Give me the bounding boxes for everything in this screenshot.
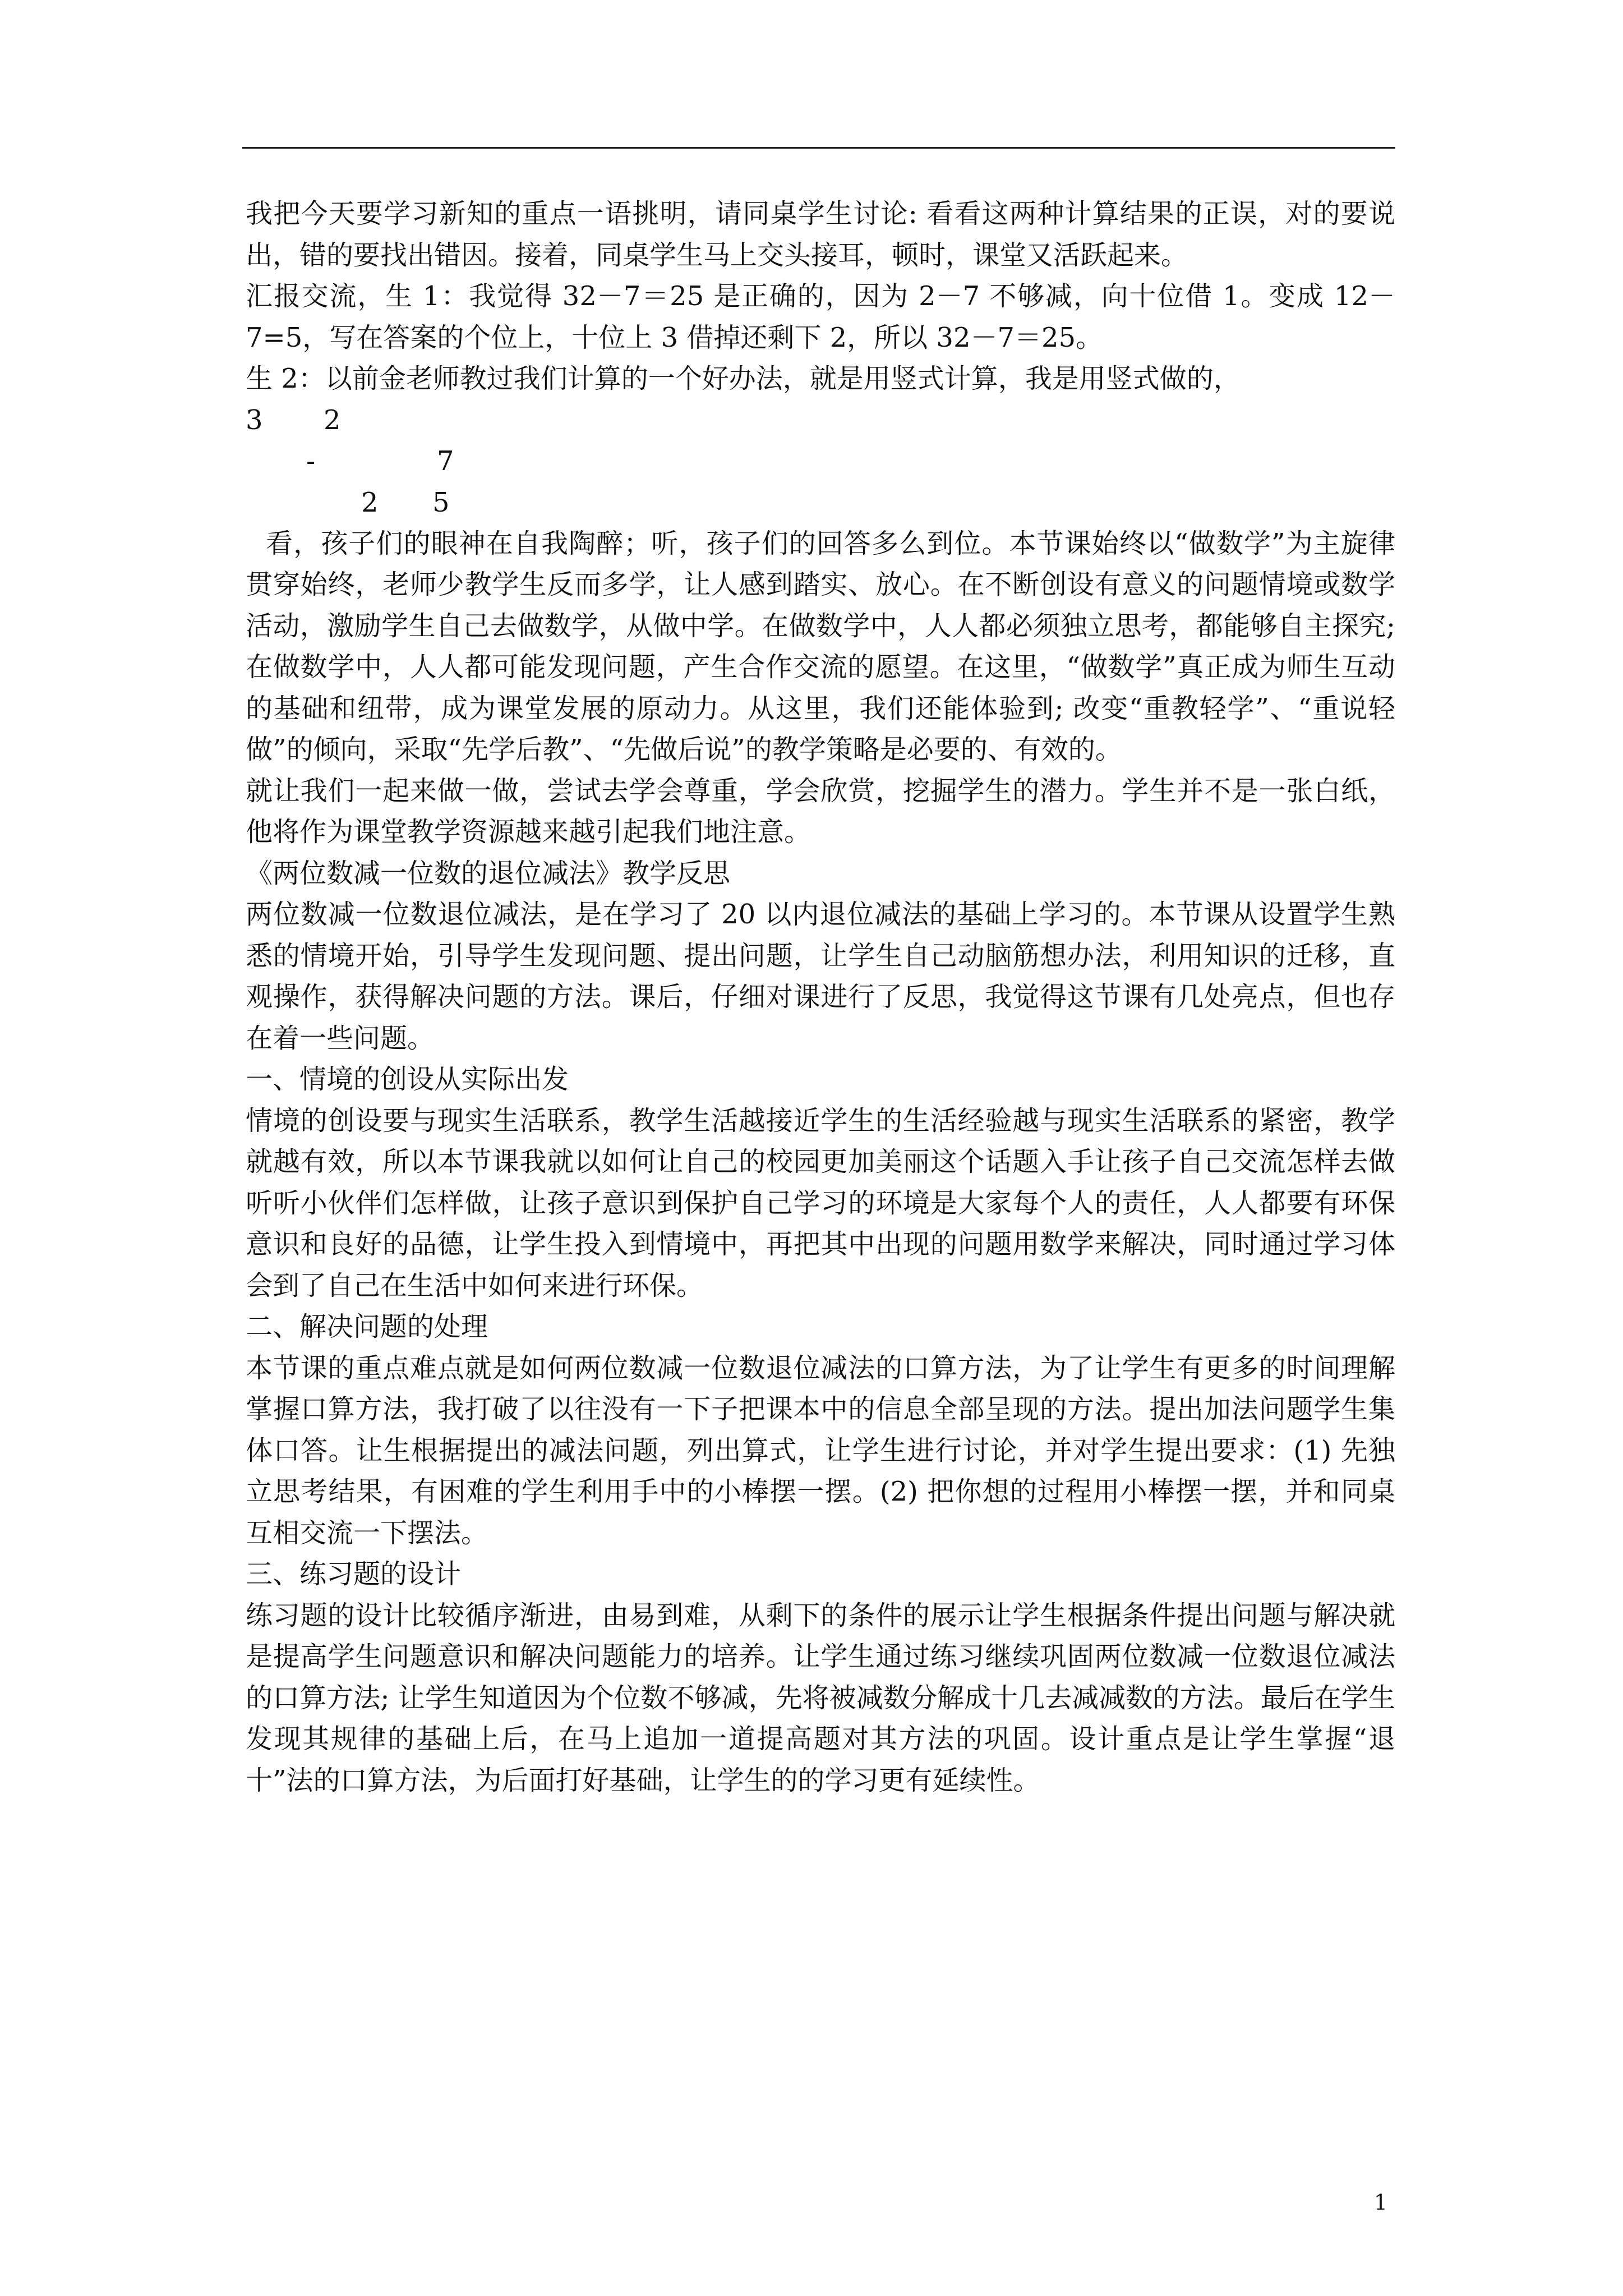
- calc-digit: 5: [432, 486, 450, 518]
- section-heading: 三、练习题的设计: [246, 1558, 462, 1590]
- paragraph: 生 2：以前金老师教过我们计算的一个好办法，就是用竖式计算，我是用竖式做的，: [246, 363, 1241, 394]
- paragraph: 练习题的设计比较循序渐进，由易到难，从剩下的条件的展示让学生根据条件提出问题与解决就是提高学生问题意识和解决问题能力的培养。让学生通过练习继续巩固两位数减一位数退位减法的口算方法; 让学生知道因为个位数不够减，先将被减数分解成十几去减减数的方法。最后在学生发现其规律的基础上后，在马上追加一道提高题对其方法的巩固。设计重点是让学生掌握“退十”法的口算方法，为后面打好基础，让学生的的学习更有延续性。: [246, 1599, 1395, 1796]
- paragraph: 看，孩子们的眼神在自我陶醉；听，孩子们的回答多么到位。本节课始终以“做数学”为主旋律贯穿始终，老师少教学生反而多学，让人感到踏实、放心。在不断创设有意义的问题情境或数学活动，激励学生自己去做数学，从做中学。在做数学中，人人都必须独立思考，都能够自主探究; 在做数学中，人人都可能发现问题，产生合作交流的愿望。在这里，“做数学”真正成为师生互动的基础和纽带，成为课堂发展的原动力。从这里，我们还能体验到; 改变“重教轻学”、“重说轻做”的倾向，采取“先学后教”、“先做后说”的教学策略是必要的、有效的。: [246, 527, 1395, 765]
- body-text: [246, 194, 1395, 1801]
- header-rule: [242, 147, 1395, 149]
- page-number: 1: [1373, 2190, 1387, 2215]
- paragraph: 本节课的重点难点就是如何两位数减一位数退位减法的口算方法，为了让学生有更多的时间理解掌握口算方法，我打破了以往没有一下子把课本中的信息全部呈现的方法。提出加法问题学生集体口答。让生根据提出的减法问题，列出算式，让学生进行讨论，并对学生提出要求：(1) 先独立思考结果，有困难的学生利用手中的小棒摆一摆。(2) 把你想的过程用小棒摆一摆，并和同桌互相交流一下摆法。: [246, 1352, 1395, 1549]
- calc-digit: 2: [361, 486, 379, 518]
- section-title: 《两位数减一位数的退位减法》教学反思: [246, 857, 731, 889]
- section-heading: 二、解决问题的处理: [246, 1311, 488, 1342]
- calc-digit: 3: [246, 404, 263, 436]
- section-heading: 一、情境的创设从实际出发: [246, 1064, 569, 1095]
- paragraph: 汇报交流，生 1：我觉得 32－7＝25 是正确的，因为 2－7 不够减，向十位借 1。变成 12－7=5，写在答案的个位上，十位上 3 借掉还剩下 2，所以 32－7＝25。: [246, 280, 1395, 353]
- calc-digit: 2: [324, 404, 341, 436]
- calc-minus-sign: -: [306, 445, 316, 477]
- paragraph: 情境的创设要与现实生活联系，教学生活越接近学生的生活经验越与现实生活联系的紧密，教学就越有效，所以本节课我就以如何让自己的校园更加美丽这个话题入手让孩子自己交流怎样去做听听小伙伴们怎样做，让孩子意识到保护自己学习的环境是大家每个人的责任，人人都要有环保意识和良好的品德，让学生投入到情境中，再把其中出现的问题用数学来解决，同时通过学习体会到了自己在生活中如何来进行环保。: [246, 1105, 1395, 1301]
- vertical-calculation: [246, 400, 1395, 523]
- paragraph: 就让我们一起来做一做，尝试去学会尊重，学会欣赏，挖掘学生的潜力。学生并不是一张白纸，他将作为课堂教学资源越来越引起我们地注意。: [246, 775, 1395, 848]
- paragraph: 我把今天要学习新知的重点一语挑明，请同桌学生讨论: 看看这两种计算结果的正误，对的要说出，错的要找出错因。接着，同桌学生马上交头接耳，顿时，课堂又活跃起来。: [246, 198, 1395, 271]
- calc-digit: 7: [437, 445, 454, 477]
- paragraph: 两位数减一位数退位减法，是在学习了 20 以内退位减法的基础上学习的。本节课从设置学生熟悉的情境开始，引导学生发现问题、提出问题，让学生自己动脑筋想办法，利用知识的迁移，直观操作，获得解决问题的方法。课后，仔细对课进行了反思，我觉得这节课有几处亮点，但也存在着一些问题。: [246, 899, 1395, 1054]
